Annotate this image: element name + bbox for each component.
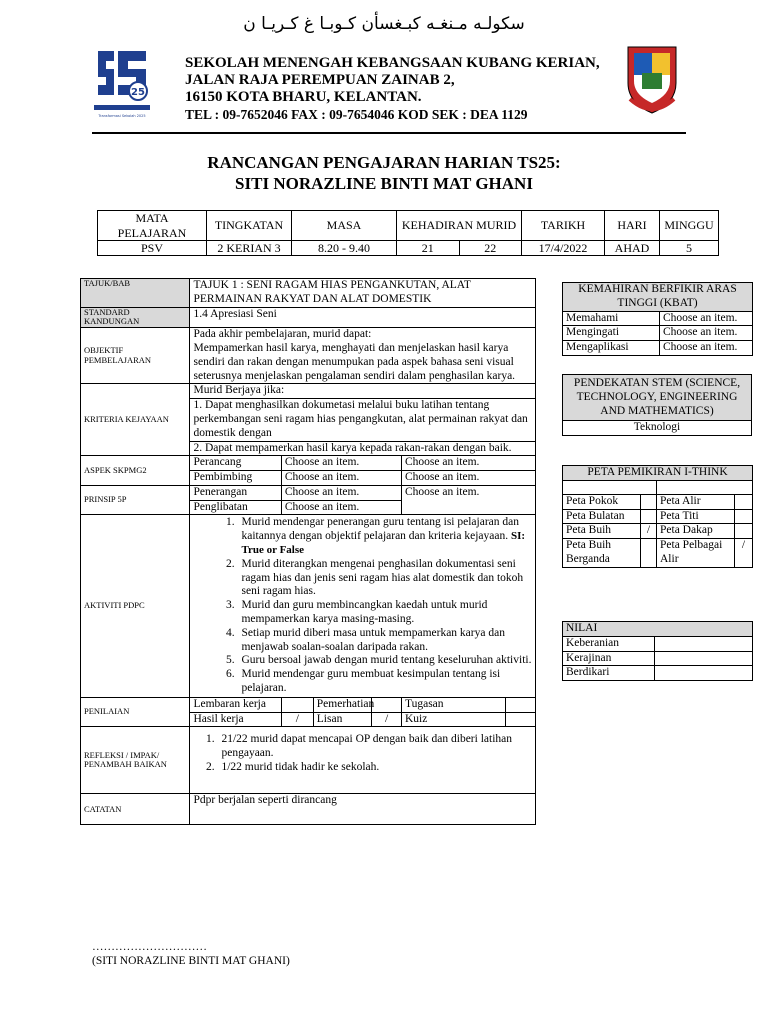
header-tingkatan: TINGKATAN — [207, 211, 292, 241]
penilaian-lembaran: Lembaran kerja — [190, 697, 281, 712]
school-contact: TEL : 09-7652046 FAX : 09-7654046 KOD SEK : DEA 1129 — [185, 107, 528, 122]
label-aspek: ASPEK SKPMG2 — [81, 456, 190, 486]
label-prinsip: PRINSIP 5P — [81, 485, 190, 515]
kriteria-intro: Murid Berjaya jika: — [190, 384, 536, 399]
nilai-check-3[interactable] — [655, 666, 753, 681]
ithink-check-dakap[interactable] — [735, 524, 753, 539]
ithink-tick-buih[interactable]: / — [641, 524, 657, 539]
nilai-table — [562, 621, 753, 681]
header-tarikh: TARIKH — [522, 211, 605, 241]
prinsip-penerangan: Penerangan — [190, 485, 281, 500]
refleksi-item: 1. 21/22 murid dapat mencapai OP dengan baik dan diberi latihan pengayaan. — [217, 733, 532, 761]
school-address-1: JALAN RAJA PEREMPUAN ZAINAB 2, — [185, 72, 455, 88]
ithink-alir: Peta Alir — [657, 494, 735, 509]
penilaian-kuiz: Kuiz — [401, 712, 505, 727]
nilai-keberanian: Keberanian — [563, 636, 655, 651]
penilaian-pemerhatian: Pemerhatian — [313, 697, 371, 712]
ithink-bulatan: Peta Bulatan — [563, 509, 641, 524]
ithink-check-bulatan[interactable] — [641, 509, 657, 524]
school-name: SEKOLAH MENENGAH KEBANGSAAN KUBANG KERIAN, — [185, 55, 600, 71]
nilai-check-2[interactable] — [655, 651, 753, 666]
header-kehadiran: KEHADIRAN MURID — [397, 211, 522, 241]
school-address-2: 16150 KOTA BHARU, KELANTAN. — [185, 89, 422, 105]
nilai-kerajinan: Kerajinan — [563, 651, 655, 666]
kriteria-item-2: 2. Dapat mempamerkan hasil karya kepada rakan-rakan dengan baik. — [190, 441, 536, 456]
penilaian-hasil-kerja: Hasil kerja — [190, 712, 281, 727]
jawi-school-name: سكولـه مـنغـه كبـغسأن كـوبـا غ كـريـا ن — [243, 14, 525, 34]
aktiviti-item: 6. Murid mendengar guru membuat kesimpulan tentang isi pelajaran. — [237, 668, 532, 696]
kbat-dropdown-3[interactable]: Choose an item. — [660, 341, 753, 356]
aktiviti-list-cell — [190, 515, 536, 697]
penilaian-tugasan: Tugasan — [401, 697, 505, 712]
header-mata-pelajaran: MATA PELAJARAN — [98, 211, 207, 241]
value-masa: 8.20 - 9.40 — [292, 241, 397, 256]
ithink-title: PETA PEMIKIRAN I-THINK — [563, 466, 753, 481]
ithink-buih: Peta Buih — [563, 524, 641, 539]
stem-table — [562, 374, 752, 436]
signature-block — [92, 940, 290, 968]
ithink-blank-2 — [657, 480, 753, 494]
objektif-intro: Pada akhir pembelajaran, murid dapat: — [193, 328, 372, 341]
value-tarikh: 17/4/2022 — [522, 241, 605, 256]
aktiviti-item: 1. Murid mendengar penerangan guru tentang isi pelajaran dan kaitannya dengan objektif pelajaran dan kriteria kejayaan. SI: True or False — [237, 516, 532, 557]
ithink-table — [562, 465, 753, 568]
kbat-dropdown-1[interactable]: Choose an item. — [660, 311, 753, 326]
aspek-dropdown-1[interactable]: Choose an item. — [281, 456, 401, 471]
nilai-check-1[interactable] — [655, 636, 753, 651]
signature-line: ………………………… — [92, 941, 207, 953]
label-standard: STANDARD KANDUNGAN — [81, 307, 190, 328]
nilai-berdikari: Berdikari — [563, 666, 655, 681]
header-minggu: MINGGU — [660, 211, 719, 241]
penilaian-tick-hasil[interactable]: / — [281, 712, 313, 727]
aspek-pembimbing: Pembimbing — [190, 471, 281, 486]
refleksi-list — [193, 733, 532, 774]
value-objektif — [190, 328, 536, 384]
penilaian-tick-lisan[interactable]: / — [372, 712, 402, 727]
aktiviti-item: 2. Murid diterangkan mengenai penghasilan dokumentasi seni ragam hias dan jenis seni ragam hias alat domestik dan tokoh seni ragam hias. — [237, 558, 532, 599]
value-hadir: 21 — [397, 241, 460, 256]
value-jumlah-murid: 22 — [459, 241, 522, 256]
value-catatan: Pdpr berjalan seperti dirancang — [190, 794, 536, 825]
value-minggu: 5 — [660, 241, 719, 256]
prinsip-dropdown-1[interactable]: Choose an item. — [281, 485, 401, 500]
refleksi-item: 2. 1/22 murid tidak hadir ke sekolah. — [217, 761, 532, 775]
header-divider — [92, 132, 686, 134]
ithink-pelbagai-alir: Peta Pelbagai Alir — [657, 539, 735, 568]
prinsip-dropdown-2[interactable]: Choose an item. — [401, 485, 535, 515]
ithink-buih-berganda: Peta Buih Berganda — [563, 539, 641, 568]
ithink-dakap: Peta Dakap — [657, 524, 735, 539]
value-hari: AHAD — [605, 241, 660, 256]
aktiviti-item: 5. Guru bersoal jawab dengan murid tentang keseluruhan aktiviti. — [237, 654, 532, 668]
label-refleksi: REFLEKSI / IMPAK/ PENAMBAH BAIKAN — [81, 727, 190, 794]
label-aktiviti: AKTIVITI PDPC — [81, 515, 190, 697]
penilaian-check-kuiz[interactable] — [506, 712, 536, 727]
signature-name: (SITI NORAZLINE BINTI MAT GHANI) — [92, 955, 290, 967]
nilai-title: NILAI — [563, 622, 753, 637]
kbat-title: KEMAHIRAN BERFIKIR ARAS TINGGI (KBAT) — [563, 283, 753, 312]
label-tajuk: TAJUK/BAB — [81, 279, 190, 308]
aspek-perancang: Perancang — [190, 456, 281, 471]
school-crest — [624, 43, 680, 119]
ts25-logo — [92, 43, 152, 123]
aktiviti-item: 3. Murid dan guru membincangkan kaedah untuk murid mempamerkan karya masing-masing. — [237, 599, 532, 627]
label-penilaian: PENILAIAN — [81, 697, 190, 727]
label-objektif: OBJEKTIF PEMBELAJARAN — [81, 328, 190, 384]
ithink-check-buih-berganda[interactable] — [641, 539, 657, 568]
value-tingkatan: 2 KERIAN 3 — [207, 241, 292, 256]
kbat-table — [562, 282, 753, 356]
label-catatan: CATATAN — [81, 794, 190, 825]
ithink-pokok: Peta Pokok — [563, 494, 641, 509]
label-kriteria: KRITERIA KEJAYAAN — [81, 384, 190, 456]
ithink-titi: Peta Titi — [657, 509, 735, 524]
title-line-1: RANCANGAN PENGAJARAN HARIAN TS25: — [207, 153, 561, 172]
si-label: SI: — [510, 530, 526, 543]
page-title — [0, 152, 768, 194]
value-standard: 1.4 Apresiasi Seni — [190, 307, 536, 328]
logo-number: 25 — [131, 87, 145, 98]
value-mata-pelajaran: PSV — [98, 241, 207, 256]
penilaian-check-tugasan[interactable] — [506, 697, 536, 712]
aktiviti-item: 4. Setiap murid diberi masa untuk mempamerkan karya dan menjawab soalan-soalan daripada rakan. — [237, 627, 532, 655]
stem-value: Teknologi — [563, 421, 752, 436]
school-header — [185, 55, 600, 123]
aspek-dropdown-2[interactable]: Choose an item. — [401, 456, 535, 471]
ithink-blank-1 — [563, 480, 657, 494]
prinsip-penglibatan: Penglibatan — [190, 500, 281, 515]
lesson-info-table — [97, 210, 719, 256]
penilaian-lisan: Lisan — [313, 712, 371, 727]
objektif-text: Mempamerkan hasil karya, menghayati dan menjelaskan hasil karya sendiri dan rakan dengan menumpukan pada aspek bahasa seni visual seterusnya menjelaskan pengalaman sendiri dalam penghasilan karya. — [193, 341, 516, 382]
penilaian-check-lembaran[interactable] — [281, 697, 313, 712]
aktiviti-list — [193, 516, 532, 695]
refleksi-cell — [190, 727, 536, 794]
ithink-check-titi[interactable] — [735, 509, 753, 524]
kriteria-item-1: 1. Dapat menghasilkan dokumetasi melalui buku latihan tentang perkembangan seni ragam hias pengangkutan, alat permainan rakyat dan domestik dengan — [190, 399, 536, 441]
ithink-tick-pelbagai[interactable]: / — [735, 539, 753, 568]
title-line-2: SITI NORAZLINE BINTI MAT GHANI — [235, 174, 533, 193]
header-hari: HARI — [605, 211, 660, 241]
header-masa: MASA — [292, 211, 397, 241]
kbat-mengingati: Mengingati — [563, 326, 660, 341]
ithink-check-alir[interactable] — [735, 494, 753, 509]
si-value: True or False — [241, 544, 305, 557]
ithink-check-pokok[interactable] — [641, 494, 657, 509]
logo-caption: Transformasi Sekolah 2025 — [98, 114, 146, 118]
kbat-mengaplikasi: Mengaplikasi — [563, 341, 660, 356]
aspek-dropdown-3[interactable]: Choose an item. — [281, 471, 401, 486]
stem-title: PENDEKATAN STEM (SCIENCE, TECHNOLOGY, ENGINEERING AND MATHEMATICS) — [563, 375, 752, 421]
penilaian-check-pemerhatian[interactable] — [372, 697, 402, 712]
prinsip-dropdown-3[interactable]: Choose an item. — [281, 500, 401, 515]
main-plan-table — [80, 278, 536, 825]
kbat-dropdown-2[interactable]: Choose an item. — [660, 326, 753, 341]
kbat-memahami: Memahami — [563, 311, 660, 326]
aspek-dropdown-4[interactable]: Choose an item. — [401, 471, 535, 486]
value-tajuk: TAJUK 1 : SENI RAGAM HIAS PENGANKUTAN, ALAT PERMAINAN RAKYAT DAN ALAT DOMESTIK — [190, 279, 536, 308]
